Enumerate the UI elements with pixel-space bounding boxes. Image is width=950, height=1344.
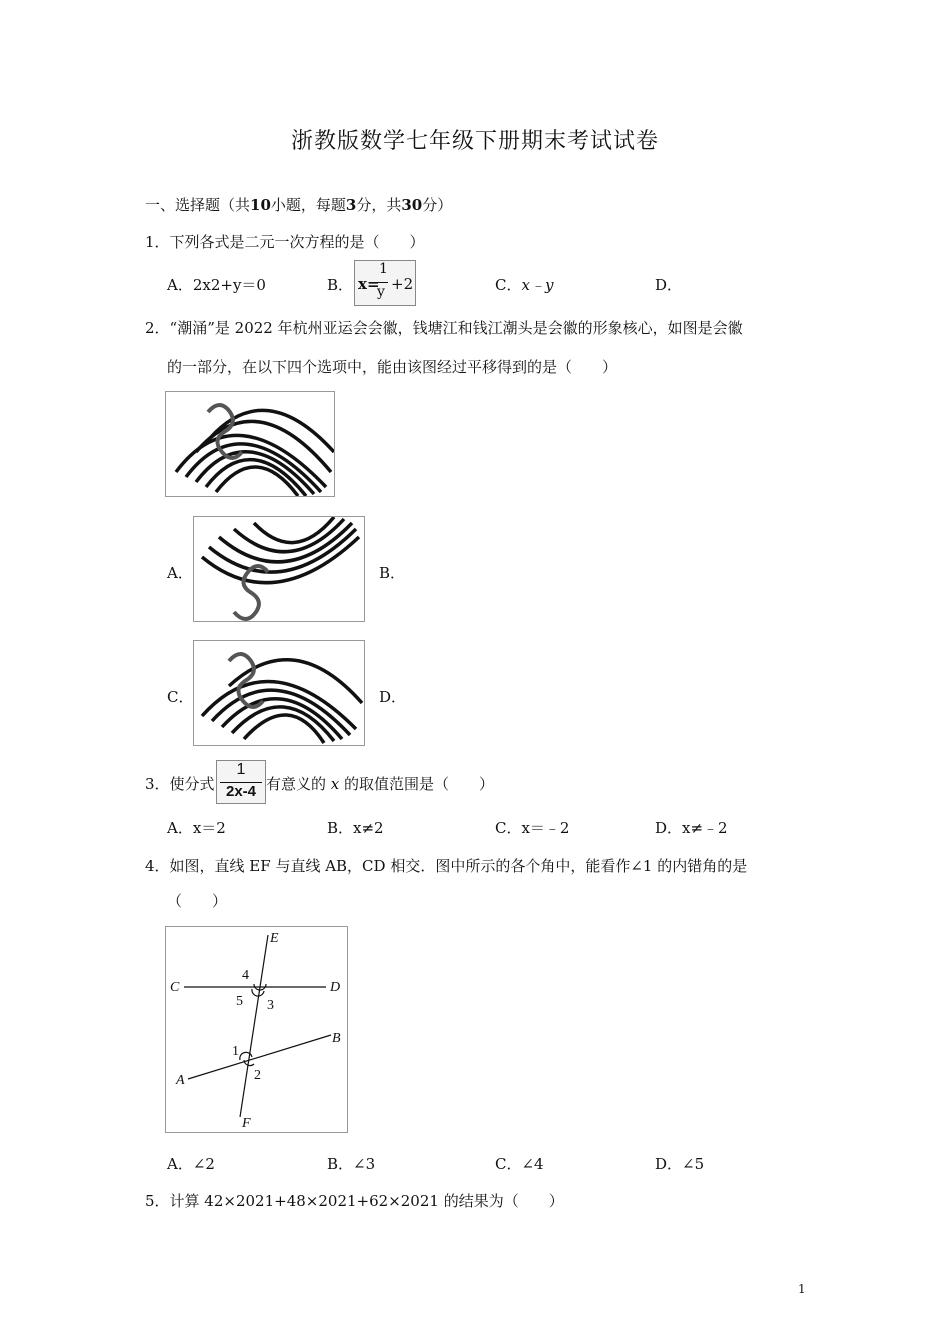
q4-geometry-drawing [166, 927, 347, 1132]
wave-arc [212, 690, 350, 735]
q3-option-d[interactable]: D．x≠﹣2 [655, 819, 728, 837]
section-mid1: 小题，每题 [270, 196, 346, 214]
q3-stem-pre: 3．使分式 [145, 775, 215, 793]
q4-option-b[interactable]: B．∠3 [327, 1155, 376, 1173]
q1-option-a-label: A． [167, 276, 193, 294]
q3-option-b[interactable]: B．x≠2 [327, 819, 384, 837]
q2-emblem-figure [165, 391, 335, 497]
q3-stem-post [266, 773, 494, 794]
q1-b-numerator: 1 [379, 261, 388, 277]
label-b: B [332, 1031, 341, 1046]
q4-option-a[interactable]: A．∠2 [167, 1155, 215, 1173]
angle-arc [240, 1052, 252, 1060]
label-e: E [270, 931, 279, 946]
q3-stem-post-b: 的取值范围是（ ） [339, 775, 495, 793]
q4-geometry-figure [165, 926, 348, 1133]
q3-denominator: 2x-4 [225, 783, 257, 800]
section-heading [145, 194, 452, 215]
label-angle-3: 3 [267, 998, 274, 1013]
q1-option-a-text: 2x2+y＝0 [192, 276, 266, 294]
label-f: F [242, 1116, 251, 1131]
page-title: 浙教版数学七年级下册期末考试试卷 [290, 129, 659, 154]
q1-option-c-label: C． [495, 276, 522, 294]
q1-b-rhs: +2 [391, 275, 414, 293]
q1-option-a[interactable] [167, 274, 266, 295]
q2-stem-line2: 的一部分，在以下四个选项中，能由该图经过平移得到的是（ ） [167, 358, 618, 376]
q2-option-b-label[interactable]: B． [379, 564, 406, 582]
swirl-shape [234, 566, 268, 619]
q3-option-a[interactable]: A．x＝2 [167, 819, 226, 837]
label-angle-5: 5 [236, 994, 243, 1009]
section-mid2: 分，共 [356, 196, 402, 214]
q2-option-a-figure[interactable] [193, 516, 365, 622]
q1-b-denominator: y [377, 284, 385, 300]
q4-stem-line2: （ ） [167, 892, 228, 910]
q4-stem-line1: 4．如图，直线 EF 与直线 AB，CD 相交．图中所示的各个角中，能看作∠1 的内错角的是 [145, 857, 748, 875]
q1-option-d[interactable]: D． [655, 276, 683, 294]
wave-arc [222, 699, 342, 739]
q2-stem-line1: 2．“潮涌”是 2022 年杭州亚运会会徽，钱塘江和钱江潮头是会徽的形象核心，如图是会徽 [145, 319, 743, 337]
section-total: 30 [401, 196, 423, 214]
q5-stem: 5．计算 42×2021+48×2021+62×2021 的结果为（ ） [145, 1192, 564, 1210]
section-points: 3 [345, 196, 357, 214]
q2-option-a-drawing [194, 517, 364, 621]
q2-option-c-drawing [194, 641, 364, 745]
q4-option-d[interactable]: D．∠5 [655, 1155, 705, 1173]
q1-option-c-text: x﹣y [521, 276, 554, 294]
q1-b-lhs: x= [358, 275, 380, 293]
label-angle-2: 2 [254, 1068, 261, 1083]
section-prefix: 一、选择题（共 [145, 196, 251, 214]
label-c: C [170, 980, 180, 995]
q1-option-c[interactable] [495, 274, 553, 295]
q3-option-c[interactable]: C．x＝﹣2 [495, 819, 570, 837]
page-number: 1 [798, 1282, 806, 1296]
label-d: D [330, 980, 341, 995]
q2-option-c-label[interactable]: C． [167, 688, 194, 706]
q1-b-fraction-bar [374, 282, 388, 283]
q3-stem-post-a: 有意义的 [266, 775, 331, 793]
label-angle-1: 1 [232, 1044, 239, 1059]
q3-fraction [216, 760, 266, 804]
q1-option-b-formula [354, 260, 416, 306]
wave-arc [216, 467, 298, 496]
q3-variable: x [330, 775, 340, 793]
line-ef [240, 935, 268, 1117]
q2-option-c-figure[interactable] [193, 640, 365, 746]
label-angle-4: 4 [242, 968, 249, 983]
q4-option-c[interactable]: C．∠4 [495, 1155, 544, 1173]
q2-option-a-label[interactable]: A． [167, 564, 193, 582]
q1-option-b-label[interactable]: B． [327, 276, 354, 294]
q2-option-d-label[interactable]: D． [379, 688, 407, 706]
label-a: A [176, 1073, 185, 1088]
q3-numerator: 1 [236, 761, 246, 778]
q1-stem: 1．下列各式是二元一次方程的是（ ） [145, 233, 425, 251]
q2-emblem-drawing [166, 392, 334, 496]
section-count: 10 [250, 196, 271, 214]
section-suffix: 分） [422, 196, 453, 214]
